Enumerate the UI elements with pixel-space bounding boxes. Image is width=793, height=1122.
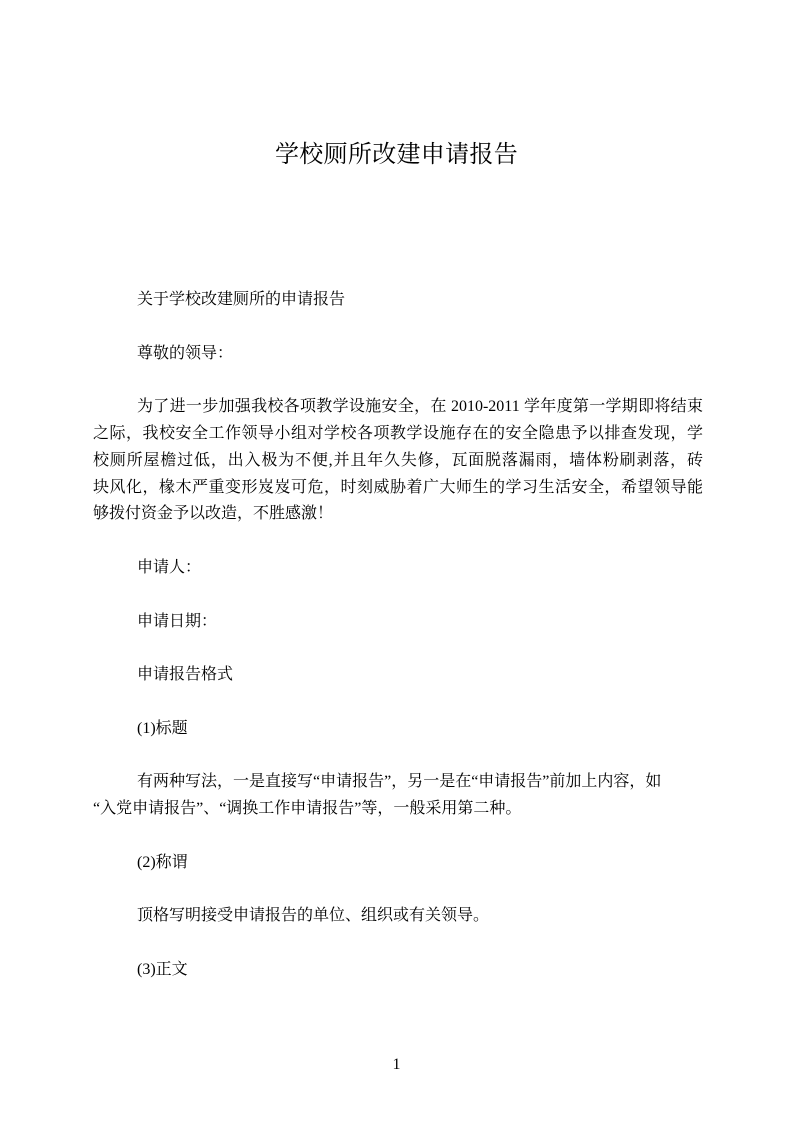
- document-title: 学校厕所改建申请报告: [275, 142, 518, 168]
- body-line: 块风化，椽木严重变形岌岌可危，时刻威胁着广大师生的学习生活安全，希望领导能: [93, 478, 703, 496]
- section-heading-salutation: (2)称谓: [137, 853, 188, 871]
- salutation: 尊敬的领导：: [137, 344, 234, 362]
- section-heading-body: (3)正文: [137, 960, 188, 978]
- body-line: 够拨付资金予以改造，不胜感激！: [93, 505, 334, 523]
- body-paragraph: [93, 394, 703, 528]
- subject-line: 关于学校改建厕所的申请报告: [137, 291, 346, 308]
- section-line: 有两种写法，一是直接写“申请报告”，另一是在“申请报告”前加上内容，如: [137, 773, 662, 791]
- document-body: [93, 287, 703, 1011]
- body-line: 之际，我校安全工作领导小组对学校各项教学设施存在的安全隐患予以排查发现，学: [93, 424, 703, 442]
- body-line: 为了进一步加强我校各项教学设施安全，在 2010-2011 学年度第一学期即将结束: [137, 398, 703, 416]
- page-number: 1: [392, 1056, 401, 1073]
- section-line: “入党申请报告”、“调换工作申请报告”等，一般采用第二种。: [93, 800, 522, 818]
- section-text-title: [93, 769, 703, 823]
- section-text-salutation: 顶格写明接受申请报告的单位、组织或有关领导。: [137, 907, 490, 925]
- format-heading: 申请报告格式: [137, 666, 234, 684]
- application-date-label: 申请日期：: [137, 612, 218, 630]
- applicant-label: 申请人：: [137, 558, 202, 576]
- body-line: 校厕所屋檐过低，出入极为不便,并且年久失修，瓦面脱落漏雨，墙体粉刷剥落，砖: [93, 451, 703, 469]
- section-heading-title: (1)标题: [137, 719, 188, 737]
